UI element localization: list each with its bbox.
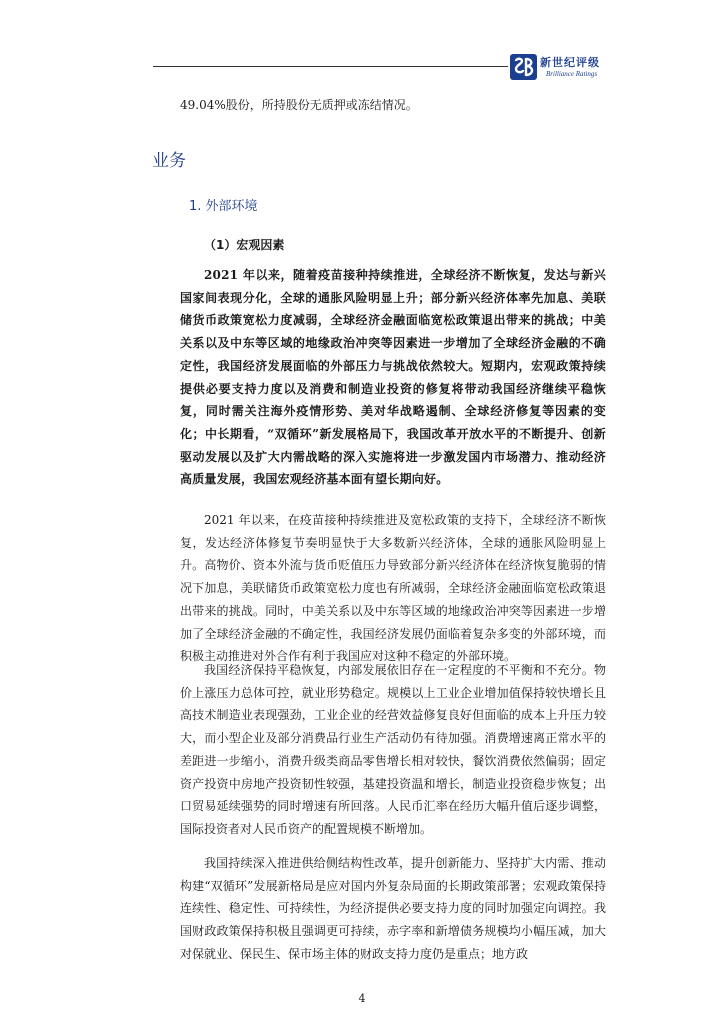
body-paragraph-3 xyxy=(180,852,606,966)
continued-text-line: 49.04%股份，所持股份无质押或冻结情况。 xyxy=(180,98,418,112)
page-number: 4 xyxy=(358,992,366,1005)
logo-chinese-name: 新世纪评级 xyxy=(540,56,600,69)
body-paragraph-1 xyxy=(180,509,606,668)
subsection-title: 1. 外部环境 xyxy=(189,199,258,214)
paragraph-text: 2021 年以来，在疫苗接种持续推进及宽松政策的支持下，全球经济不断恢复，发达经济体修复节奏明显快于大多数新兴经济体，全球的通胀风险明显上升。高物价、资本外流与货币贬值压力导致部分新兴经济体在经济恢复脆弱的情况下加息，美联储货币政策宽松力度也有所减弱，全球经济金融面临宽松政策退出带来的挑战。同时，中美关系以及中东等区域的地缘政治冲突等因素进一步增加了全球经济金融的不确定性，我国经济发展仍面临着复杂多变的外部环境，而积极主动推进对外合作有利于我国应对这种不稳定的外部环境。 xyxy=(180,513,606,664)
summary-paragraph xyxy=(180,264,606,491)
logo-english-name: Brilliance Ratings xyxy=(546,70,598,78)
summary-text: 2021 年以来，随着疫苗接种持续推进，全球经济不断恢复，发达与新兴国家间表现分化，全球的通胀风险明显上升；部分新兴经济体率先加息、美联储货币政策宽松力度减弱，全球经济金融面临宽松政策退出带来的挑战；中美关系以及中东等区域的地缘政治冲突等因素进一步增加了全球经济金融的不确定性，我国经济发展面临的外部压力与挑战依然较大。短期内，宏观政策持续提供必要支持力度以及消费和制造业投资的修复将带动我国经济继续平稳恢复，同时需关注海外疫情形势、美对华战略遏制、全球经济修复等因素的变化；中长期看，“双循环”新发展格局下，我国改革开放水平的不断提升、创新驱动发展以及扩大内需战略的深入实施将进一步激发国内市场潜力、推动经济高质量发展，我国宏观经济基本面有望长期向好。 xyxy=(180,268,606,487)
paragraph-text: 我国持续深入推进供给侧结构性改革，提升创新能力、坚持扩大内需、推动构建“双循环”发展新格局是应对国内外复杂局面的长期政策部署；宏观政策保持连续性、稳定性、可持续性，为经济提供必要支持力度的同时加强定向调控。我国财政政策保持积极且强调更可持续，赤字率和新增债务规模均小幅压减，加大对保就业、保民生、保市场主体的财政支持力度仍是重点；地方政 xyxy=(180,856,606,961)
paragraph-text: 我国经济保持平稳恢复，内部发展依旧存在一定程度的不平衡和不充分。物价上涨压力总体可控，就业形势稳定。规模以上工业企业增加值保持较快增长且高技术制造业表现强劲，工业企业的经营效益修复良好但面临的成本上升压力较大，而小型企业及部分消费品行业生产活动仍有待加强。消费增速离正常水平的差距进一步缩小，消费升级类商品零售增长相对较快，餐饮消费依然偏弱；固定资产投资中房地产投资韧性较强，基建投资温和增长，制造业投资稳步恢复；出口贸易延续强势的同时增速有所回落。人民币汇率在经历大幅升值后逐步调整，国际投资者对人民币资产的配置规模不断增加。 xyxy=(180,663,606,836)
header-rule xyxy=(153,66,508,67)
logo-mark-icon xyxy=(510,52,538,82)
body-paragraph-2 xyxy=(180,659,606,841)
section-title: 业务 xyxy=(152,151,186,171)
sub-subsection-title: （1）宏观因素 xyxy=(204,238,285,252)
company-logo xyxy=(510,52,610,86)
